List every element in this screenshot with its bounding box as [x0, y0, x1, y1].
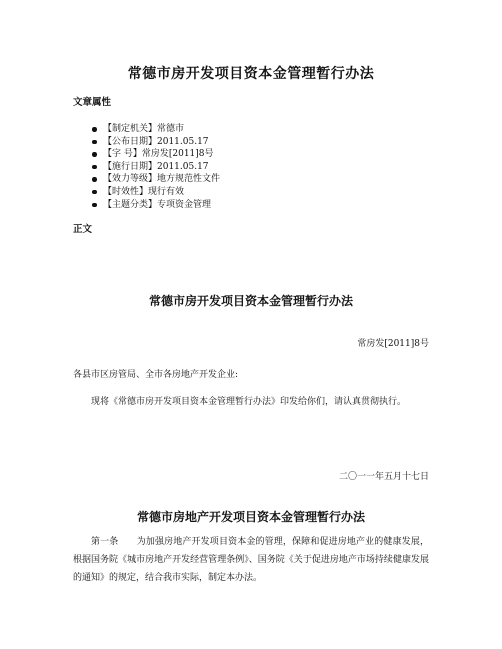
attribute-item — [0, 173, 220, 186]
attributes-heading: 文章属性 — [73, 97, 112, 108]
attribute-text: 【时效性】现行有效 — [103, 186, 185, 197]
attribute-text: 【制定机关】常德市 — [103, 124, 185, 134]
attribute-text: 【效力等级】地方规范性文件 — [103, 174, 221, 185]
bullet-icon — [92, 127, 97, 132]
article-1: 第一条 为加强房地产开发项目资本金的管理，保障和促进房地产业的健康发展，根据国务院《城市房地产开发经营管理条例》、国务院《关于促进房地产市场持续健康发展的通知》的规定，结合我市实际，制定本办法。 — [73, 537, 429, 583]
regulation-title: 常德市房地产开发项目资本金管理暂行办法 — [136, 510, 365, 524]
attribute-item — [0, 161, 220, 174]
bullet-icon — [92, 203, 97, 208]
notice-title: 常德市房开发项目资本金管理暂行办法 — [148, 294, 353, 308]
attribute-item — [0, 136, 220, 149]
body-heading: 正文 — [73, 224, 93, 235]
document-number: 常房发[2011]8号 — [357, 339, 429, 349]
attribute-item — [0, 123, 220, 136]
attributes-list — [0, 123, 220, 211]
attribute-item — [0, 199, 220, 212]
notice-body: 现将《常德市房开发项目资本金管理暂行办法》印发给你们，请认真贯彻执行。 — [91, 397, 407, 407]
attribute-text: 【施行日期】2011.05.17 — [103, 161, 209, 172]
attribute-text: 【公布日期】2011.05.17 — [103, 136, 209, 147]
document-title: 常德市房开发项目资本金管理暂行办法 — [127, 66, 375, 82]
bullet-icon — [92, 165, 97, 170]
bullet-icon — [92, 140, 97, 145]
attribute-item — [0, 148, 220, 161]
bullet-icon — [92, 190, 97, 195]
issue-date: 二〇一一年五月十七日 — [338, 472, 429, 482]
bullet-icon — [92, 152, 97, 157]
attribute-item — [0, 186, 220, 199]
attribute-text: 【主题分类】专项资金管理 — [103, 199, 212, 210]
addressee: 各县市区房管局、全市各房地产开发企业: — [73, 370, 239, 380]
bullet-icon — [92, 177, 97, 182]
attribute-text: 【字 号】常房发[2011]8号 — [103, 149, 214, 160]
